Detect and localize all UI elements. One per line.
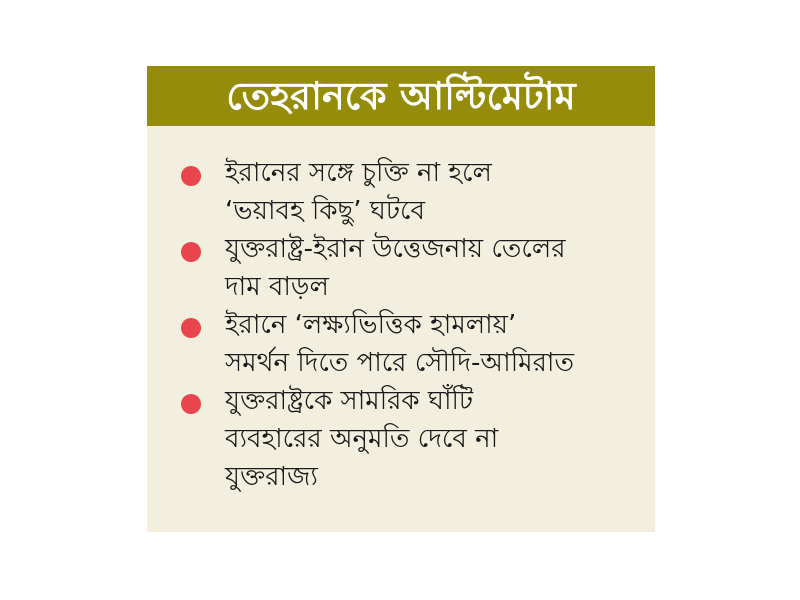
list-item-line: দাম বাড়ল	[225, 272, 329, 302]
list-item	[147, 306, 655, 382]
list-item	[147, 154, 655, 230]
list-item-line: ব্যবহারের অনুমতি দেবে না	[225, 424, 499, 454]
list-item-line: যুক্তরাষ্ট্রকে সামরিক ঘাঁটি	[225, 386, 474, 416]
list-item	[147, 382, 655, 496]
list-item-line: সমর্থন দিতে পারে সৌদি-আমিরাত	[225, 348, 574, 378]
card-header	[147, 66, 655, 126]
list-item-line: ইরানে ‘লক্ষ্যভিত্তিক হামলায়’	[225, 310, 517, 340]
red-dot-bullet-icon	[181, 394, 201, 414]
list-item-line: যুক্তরাজ্য	[225, 462, 318, 492]
news-summary-card	[147, 66, 655, 532]
list-item-line: ইরানের সঙ্গে চুক্তি না হলে	[225, 158, 492, 188]
list-item-line: যুক্তরাষ্ট্র-ইরান উত্তেজনায় তেলের	[225, 234, 566, 264]
bullet-list	[147, 154, 655, 496]
list-item	[147, 230, 655, 306]
card-title: তেহরানকে আল্টিমেটাম	[226, 74, 576, 118]
red-dot-bullet-icon	[181, 166, 201, 186]
list-item-line: ‘ভয়াবহ কিছু’ ঘটবে	[225, 196, 425, 226]
red-dot-bullet-icon	[181, 242, 201, 262]
red-dot-bullet-icon	[181, 318, 201, 338]
